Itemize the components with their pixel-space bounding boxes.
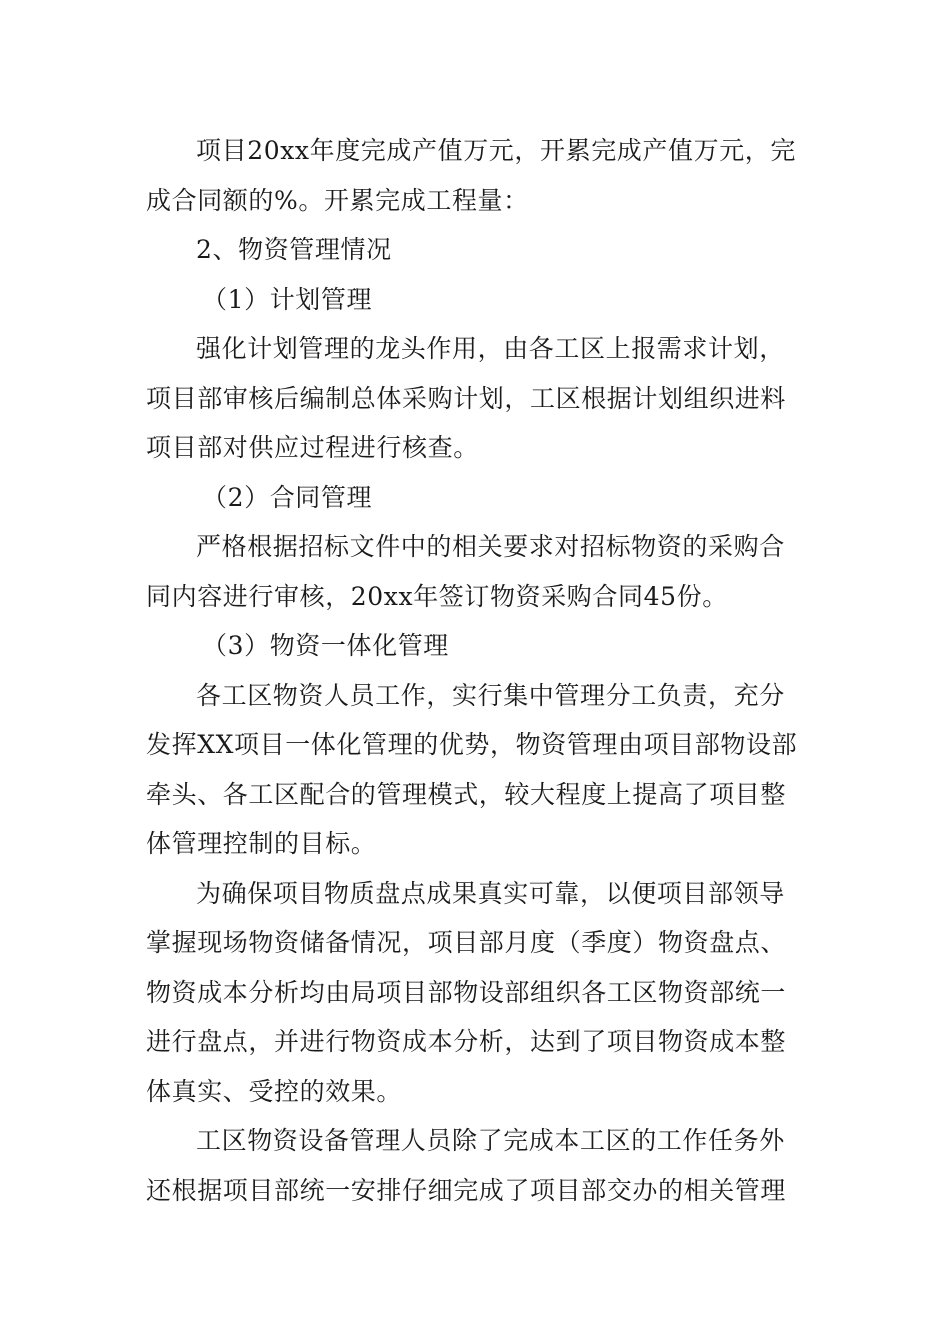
text-line: 强化计划管理的龙头作用，由各工区上报需求计划， [196, 334, 785, 363]
text-line: 同内容进行审核，20xx年签订物资采购合同45份。 [146, 581, 728, 611]
text-line: 牵头、各工区配合的管理模式，较大程度上提高了项目整 [146, 779, 787, 809]
subheading-plan-management: （1）计划管理 [202, 284, 373, 314]
text-line: 掌握现场物资储备情况，项目部月度（季度）物资盘点、 [146, 928, 787, 957]
text-line: 体管理控制的目标。 [146, 829, 377, 858]
text-line: 各工区物资人员工作，实行集中管理分工负责，充分 [196, 680, 785, 710]
paragraph-output-value [146, 126, 806, 225]
text-line: 物资成本分析均由局项目部物设部组织各工区物资部统一 [146, 977, 787, 1007]
paragraph-integrated-management [146, 671, 806, 869]
text-line: 为确保项目物质盘点成果真实可靠，以便项目部领导 [196, 878, 785, 908]
text-line: 项目部审核后编制总体采购计划，工区根据计划组织进料 [146, 383, 787, 413]
text-line: 发挥XX项目一体化管理的优势，物资管理由项目部物设部 [146, 730, 798, 759]
text-line: 体真实、受控的效果。 [146, 1076, 403, 1106]
text-line: 项目20xx年度完成产值万元，开累完成产值万元，完 [196, 136, 797, 165]
subheading-integrated-management: （3）物资一体化管理 [202, 631, 449, 660]
text-line: 进行盘点，并进行物资成本分析，达到了项目物资成本整 [146, 1027, 787, 1056]
paragraph-staff-duties [146, 1116, 806, 1215]
subheading-contract-management: （2）合同管理 [202, 482, 373, 512]
text-line: 成合同额的%。开累完成工程量： [146, 185, 529, 215]
paragraph-plan-management [146, 324, 806, 473]
section-heading-materials: 2、物资管理情况 [196, 235, 392, 264]
text-line: 项目部对供应过程进行核查。 [146, 433, 479, 462]
paragraph-inventory-check [146, 869, 806, 1117]
paragraph-contract-management [146, 522, 806, 621]
text-line: 严格根据招标文件中的相关要求对招标物资的采购合 [196, 532, 785, 561]
text-line: 工区物资设备管理人员除了完成本工区的工作任务外 [196, 1126, 785, 1155]
text-line: 还根据项目部统一安排仔细完成了项目部交办的相关管理 [146, 1175, 787, 1205]
document-body [146, 126, 806, 1215]
